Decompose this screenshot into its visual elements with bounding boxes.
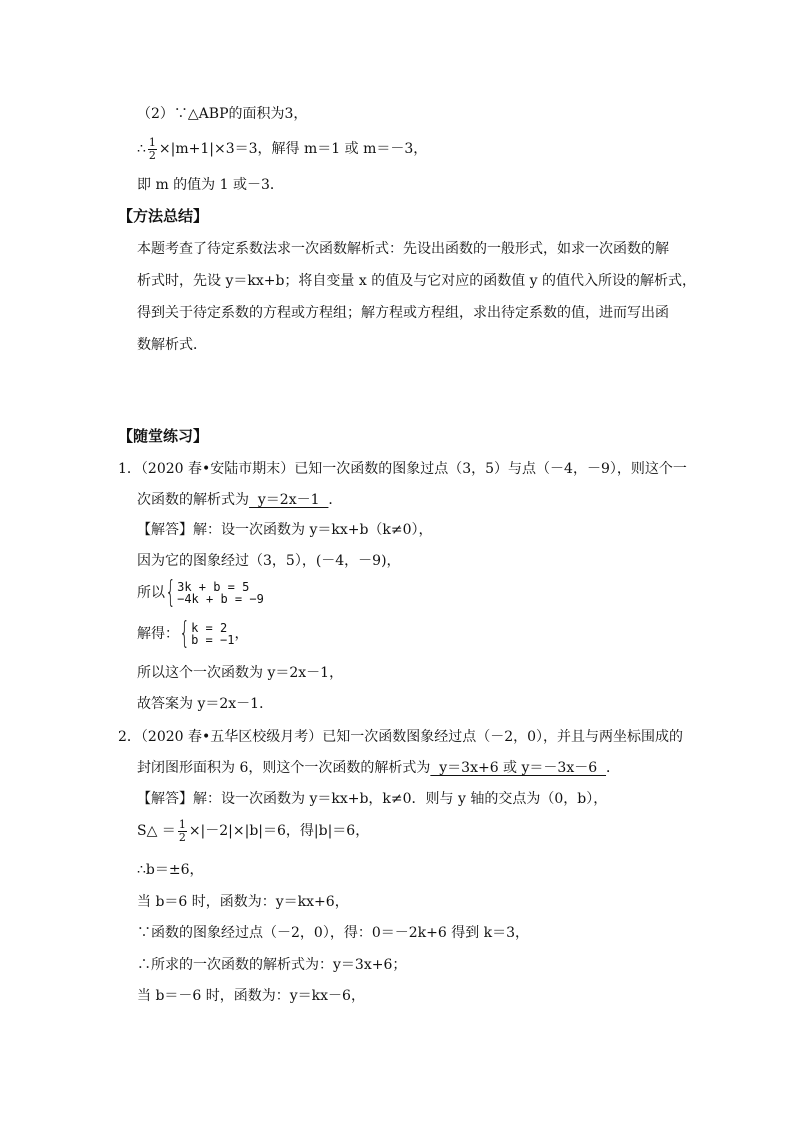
q2-line-2 (137, 759, 620, 777)
fraction-half (178, 819, 187, 844)
q1-system-2-prefix: 解得： (137, 626, 179, 642)
q1-solution-line-1: 【解答】解：设一次函数为 y＝kx+b（k≠0）， (137, 522, 433, 538)
q2-answer: y＝3x+6 或 y＝－3x－6 (430, 760, 607, 776)
solution-system (191, 622, 234, 646)
q1-solution-line-5: 所以这个一次函数为 y＝2x－1， (137, 665, 344, 681)
q2-solution-line-4: 当 b＝6 时，函数为：y＝kx+6， (137, 894, 349, 910)
left-brace-icon: { (165, 575, 176, 610)
method-summary-line-1: 本题考查了待定系数法求一次函数解析式：先设出函数的一般形式，如求一次函数的解 (137, 241, 669, 257)
q2-solution-line-3: ∴b＝±6， (137, 862, 204, 878)
q1-line-1: 1．（2020 春•安陆市期末）已知一次函数的图象过点（3，5）与点（－4，－9），则这个一 (118, 461, 687, 477)
q1-period: ． (328, 492, 343, 508)
q2-solution-line-2-rest: ×|－2|×|b|＝6，得|b|＝6， (188, 823, 370, 839)
fraction-numerator: 1 (148, 135, 156, 149)
equation-2: −4k + b = −9 (177, 592, 264, 606)
left-brace-icon: { (179, 616, 190, 651)
method-summary-line-4: 数解析式． (137, 337, 207, 353)
q2-line-1: 2．（2020 春•五华区校级月考）已知一次函数图象经过点（－2，0），并且与两坐标围成的 (118, 729, 684, 745)
q2-solution-line-6: ∴所求的一次函数的解析式为：y＝3x+6； (137, 957, 407, 973)
q2-prompt: 封闭图形面积为 6，则这个一次函数的解析式为 (137, 760, 431, 776)
q2-solution-line-7: 当 b＝－6 时，函数为：y＝kx－6， (137, 988, 365, 1004)
q1-answer: y＝2x－1 (249, 492, 329, 508)
q1-system-1-prefix: 所以 (137, 585, 165, 601)
method-summary-line-2: 析式时，先设 y＝kx+b；将自变量 x 的值及与它对应的函数值 y 的值代入所设的解析式， (137, 273, 697, 289)
solution-1: k = 2 (191, 621, 228, 635)
part2-line-2-rest: ×|m+1|×3＝3，解得 m＝1 或 m＝－3， (158, 141, 428, 157)
q2-solution-line-5: ∵函数的图象经过点（－2，0），得：0＝－2k+6 得到 k＝3， (137, 925, 530, 941)
q1-solution-line-6: 故答案为 y＝2x－1． (137, 696, 274, 712)
method-summary-heading: 【方法总结】 (118, 207, 209, 225)
q1-solution-line-2: 因为它的图象经过（3，5），(－4，－9)， (137, 553, 401, 569)
part2-line-1: （2）∵△ABP的面积为3， (137, 106, 308, 122)
solution-2: b = −1 (191, 633, 235, 647)
q1-system-2-suffix: ， (234, 626, 249, 642)
method-summary-line-3: 得到关于待定系数的方程或方程组；解方程或方程组，求出待定系数的值，进而写出函 (137, 305, 669, 321)
part2-line-3: 即 m 的值为 1 或－3． (137, 177, 284, 193)
q2-period: ． (606, 760, 621, 776)
q1-line-2 (137, 491, 342, 509)
equation-1: 3k + b = 5 (177, 580, 250, 594)
q2-solution-line-1: 【解答】解：设一次函数为 y＝kx+b，k≠0．则与 y 轴的交点为（0，b）， (137, 791, 608, 807)
practice-heading: 【随堂练习】 (118, 427, 209, 445)
therefore-symbol: ∴ (137, 141, 146, 157)
q1-system-2 (137, 616, 249, 651)
fraction-denominator: 2 (178, 830, 186, 844)
fraction-half (148, 137, 157, 162)
q1-system-1 (137, 575, 264, 610)
equation-system (177, 581, 264, 605)
fraction-denominator: 2 (148, 148, 156, 162)
part2-line-2 (137, 135, 427, 163)
q2-solution-line-2 (137, 817, 369, 845)
q1-prompt: 次函数的解析式为 (137, 492, 249, 508)
fraction-numerator: 1 (178, 817, 186, 831)
area-symbol: S△ ＝ (137, 823, 176, 839)
